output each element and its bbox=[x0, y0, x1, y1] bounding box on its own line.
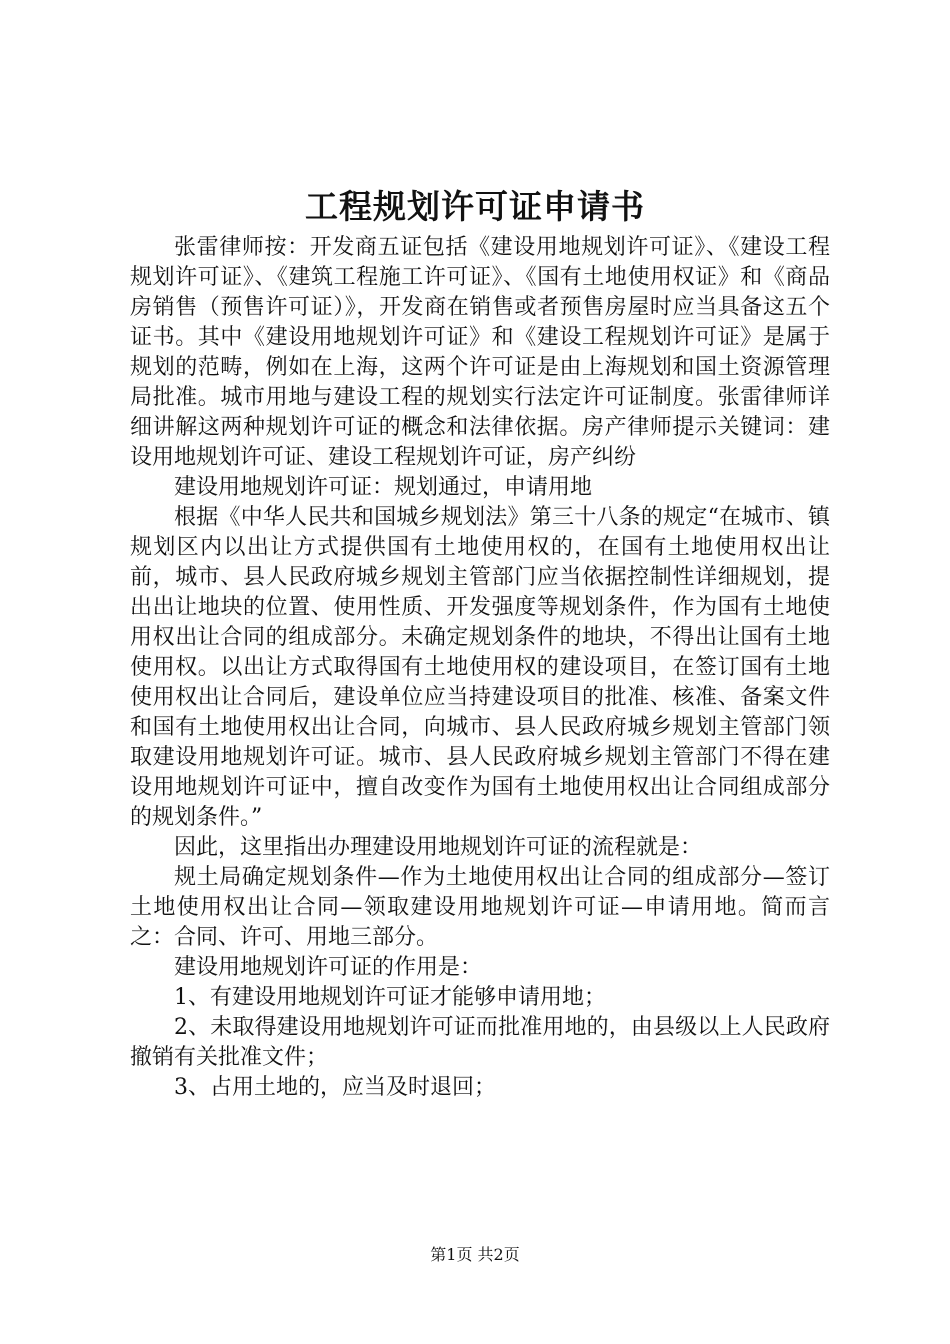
paragraph-subheading: 建设用地规划许可证：规划通过，申请用地 bbox=[174, 475, 593, 500]
paragraph-process: 规土局确定规划条件—作为土地使用权出让合同的组成部分—签订土地使用权出让合同—领取建设用地规划许可证—申请用地。简而言之：合同、许可、用地三部分。 bbox=[130, 865, 830, 950]
paragraph-process-intro: 因此，这里指出办理建设用地规划许可证的流程就是： bbox=[174, 835, 703, 860]
document-title: 工程规划许可证申请书 bbox=[305, 187, 645, 226]
list-item-2: 2、未取得建设用地规划许可证而批准用地的，由县级以上人民政府撤销有关批准文件； bbox=[130, 1015, 830, 1070]
list-item-1: 1、有建设用地规划许可证才能够申请用地； bbox=[174, 985, 606, 1010]
list-item-3: 3、占用土地的，应当及时退回； bbox=[174, 1075, 496, 1100]
document-body bbox=[130, 233, 830, 1103]
paragraph-function-intro: 建设用地规划许可证的作用是： bbox=[174, 955, 483, 980]
page-footer: 第1页 共2页 bbox=[430, 1245, 520, 1264]
paragraph-intro: 张雷律师按：开发商五证包括《建设用地规划许可证》、《建设工程规划许可证》、《建筑工程施工许可证》、《国有土地使用权证》和《商品房销售（预售许可证）》，开发商在销售或者预售房屋时应当具备这五个证书。其中《建设用地规划许可证》和《建设工程规划许可证》是属于规划的范畴，例如在上海，这两个许可证是由上海规划和国土资源管理局批准。城市用地与建设工程的规划实行法定许可证制度。张雷律师详细讲解这两种规划许可证的概念和法律依据。房产律师提示关键词：建设用地规划许可证、建设工程规划许可证，房产纠纷 bbox=[130, 235, 830, 470]
paragraph-law-quote: 根据《中华人民共和国城乡规划法》第三十八条的规定“在城市、镇规划区内以出让方式提供国有土地使用权的，在国有土地使用权出让前，城市、县人民政府城乡规划主管部门应当依据控制性详细规划，提出出让地块的位置、使用性质、开发强度等规划条件，作为国有土地使用权出让合同的组成部分。未确定规划条件的地块，不得出让国有土地使用权。以出让方式取得国有土地使用权的建设项目，在签订国有土地使用权出让合同后，建设单位应当持建设项目的批准、核准、备案文件和国有土地使用权出让合同，向城市、县人民政府城乡规划主管部门领取建设用地规划许可证。城市、县人民政府城乡规划主管部门不得在建设用地规划许可证中，擅自改变作为国有土地使用权出让合同组成部分的规划条件。” bbox=[130, 505, 830, 830]
